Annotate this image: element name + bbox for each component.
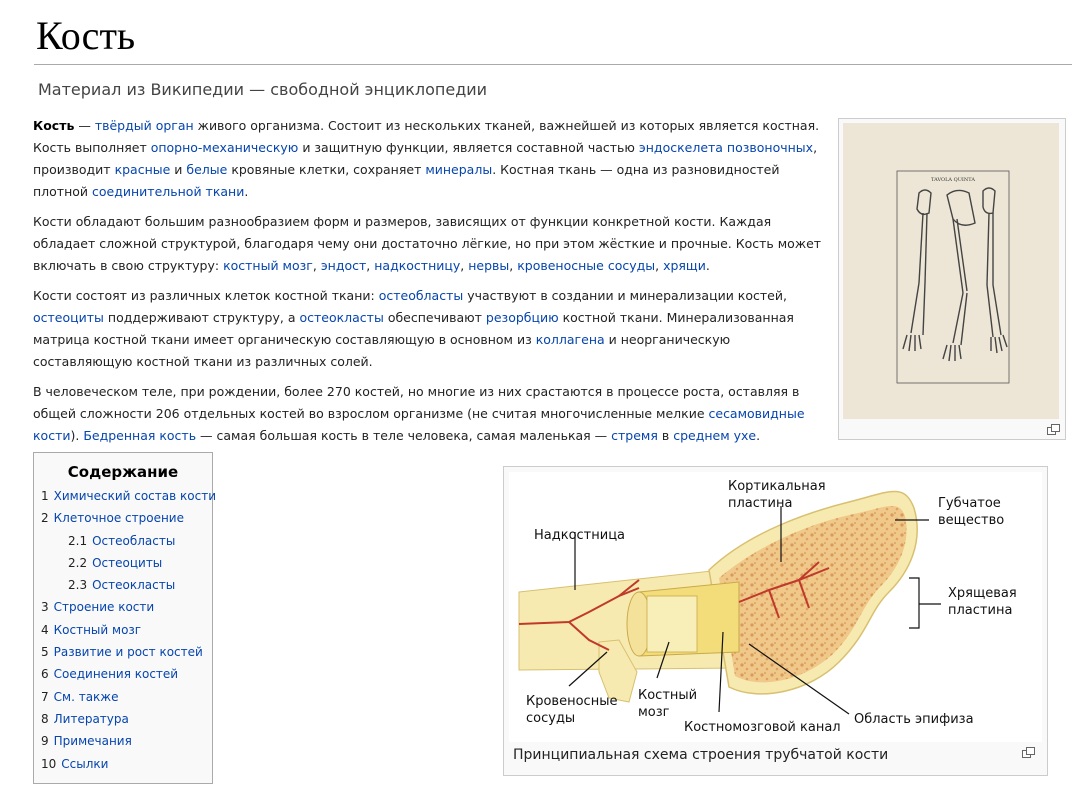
plate-caption: TAVOLA QUINTA [931, 177, 975, 183]
page-title: Кость [36, 13, 136, 58]
text: живого организма. Состоит из нескольких тканей, важнейшей из которых является костная. Кость выполняет [33, 118, 820, 155]
text: , [655, 258, 664, 273]
title-divider [34, 64, 1072, 65]
text: , [509, 258, 518, 273]
label-epiphysis: Область эпифиза [854, 712, 974, 727]
text: костной ткани. Минерализованная матрица костной ткани имеет органическую составляющую в основном из [33, 310, 794, 347]
toc-list [41, 485, 216, 775]
paragraph-count [33, 381, 823, 447]
link[interactable]: хрящи [663, 258, 706, 273]
label-cartilage: Хрящевая пластина [948, 586, 1017, 618]
link[interactable]: нервы [468, 258, 510, 273]
link[interactable]: красные [114, 162, 171, 177]
text: и защитную функции, является составной частью [298, 140, 639, 155]
paragraph-cells [33, 285, 823, 373]
text: — самая большая кость в теле человека, самая маленькая — [196, 428, 612, 443]
text: , [460, 258, 469, 273]
text: Кости обладают большим разнообразием форм и размеров, зависящих от функции конкретной кости. Каждая обладает сложной структурой, благодаря чему они достаточно лёгкие, но при этом жёсткие и прочные. Кость может включать в свою структуру: [33, 214, 822, 273]
text: участвуют в создании и минерализации костей, [463, 288, 787, 303]
text: в [657, 428, 674, 443]
toc-item[interactable]: 1 Химический состав кости [41, 489, 216, 503]
link[interactable]: минералы [425, 162, 493, 177]
label-marrow: Костный мозг [638, 688, 698, 720]
text: Кости состоят из различных клеток костной ткани: [33, 288, 379, 303]
link[interactable]: Бедренная кость [83, 428, 197, 443]
text: ). [70, 428, 84, 443]
text: , [366, 258, 375, 273]
link[interactable]: остеоциты [33, 310, 104, 325]
toc-title: Содержание [67, 463, 179, 481]
text: кровяные клетки, сохраняет [227, 162, 426, 177]
text: обеспечивают [383, 310, 486, 325]
page-subtitle: Материал из Википедии — свободной энциклопедии [38, 80, 488, 99]
toc-item[interactable]: 7 См. также [41, 689, 119, 704]
text: . [705, 258, 710, 273]
article-body [33, 115, 823, 455]
link[interactable]: коллагена [535, 332, 605, 347]
paragraph-structure [33, 211, 823, 277]
toc-item[interactable]: 8 Литература [41, 711, 129, 726]
bone-diagram-thumbnail[interactable] [503, 466, 1048, 776]
bold-term: Кость [33, 118, 75, 133]
link[interactable]: белые [186, 162, 228, 177]
toc-item[interactable]: 5 Развитие и рост костей [41, 645, 203, 660]
table-of-contents [33, 452, 216, 784]
link[interactable]: надкостницу [374, 258, 461, 273]
skeleton-thumbnail[interactable] [838, 118, 1066, 440]
text: и неорганическую составляющую костной ткани из различных солей. [33, 332, 731, 369]
magnify-icon[interactable] [1047, 424, 1059, 434]
text: . [244, 184, 249, 199]
magnify-icon[interactable] [1022, 747, 1034, 757]
link[interactable]: опорно-механическую [150, 140, 299, 155]
text: — [74, 118, 95, 133]
toc-item[interactable]: 3 Строение кости [41, 600, 155, 615]
toc-item[interactable]: 2.2 Остеоциты [68, 555, 163, 570]
toc-item[interactable]: 9 Примечания [41, 734, 132, 749]
label-spongy: Губчатое вещество [938, 496, 1005, 528]
label-cortical: Кортикальная пластина [728, 479, 826, 511]
link[interactable]: соединительной ткани [92, 184, 245, 199]
skeleton-illustration-icon[interactable] [843, 123, 1059, 419]
paragraph-intro [33, 115, 823, 203]
link[interactable]: эндост [320, 258, 367, 273]
toc-item[interactable]: 10 Ссылки [41, 756, 109, 771]
text: поддерживают структуру, а [103, 310, 300, 325]
diagram-caption: Принципиальная схема строения трубчатой кости [513, 747, 889, 763]
text: . Костная ткань — одна из разновидностей плотной [33, 162, 780, 199]
text: В человеческом теле, при рождении, более 270 костей, но многие из них срастаются в процессе роста, оставляя в общей сложности 206 отдельных костей во взрослом организме (не считая многочисленные мелкие [33, 384, 800, 421]
link[interactable]: стремя [611, 428, 658, 443]
link[interactable]: остеобласты [378, 288, 464, 303]
link[interactable]: резорбцию [485, 310, 559, 325]
text: , [312, 258, 321, 273]
link[interactable]: среднем ухе [673, 428, 757, 443]
label-vessels: Кровеносные сосуды [526, 694, 618, 726]
toc-item[interactable]: 2.3 Остеокласты [68, 578, 176, 593]
label-canal: Костномозговой канал [684, 720, 841, 735]
link[interactable]: костный мозг [223, 258, 313, 273]
link[interactable]: твёрдый орган [94, 118, 194, 133]
label-periosteum: Надкостница [534, 528, 626, 543]
text: и [170, 162, 187, 177]
text: . [756, 428, 761, 443]
toc-item[interactable]: 2.1 Остеобласты [68, 533, 176, 548]
toc-item[interactable]: 2 Клеточное строение [41, 511, 184, 526]
link[interactable]: сесамовидные кости [33, 406, 805, 443]
link[interactable]: кровеносные сосуды [517, 258, 656, 273]
toc-item[interactable]: 6 Соединения костей [41, 667, 179, 682]
link[interactable]: эндоскелета позвоночных [638, 140, 814, 155]
text: , производит [33, 140, 818, 177]
toc-item[interactable]: 4 Костный мозг [41, 622, 142, 637]
link[interactable]: остеокласты [299, 310, 384, 325]
